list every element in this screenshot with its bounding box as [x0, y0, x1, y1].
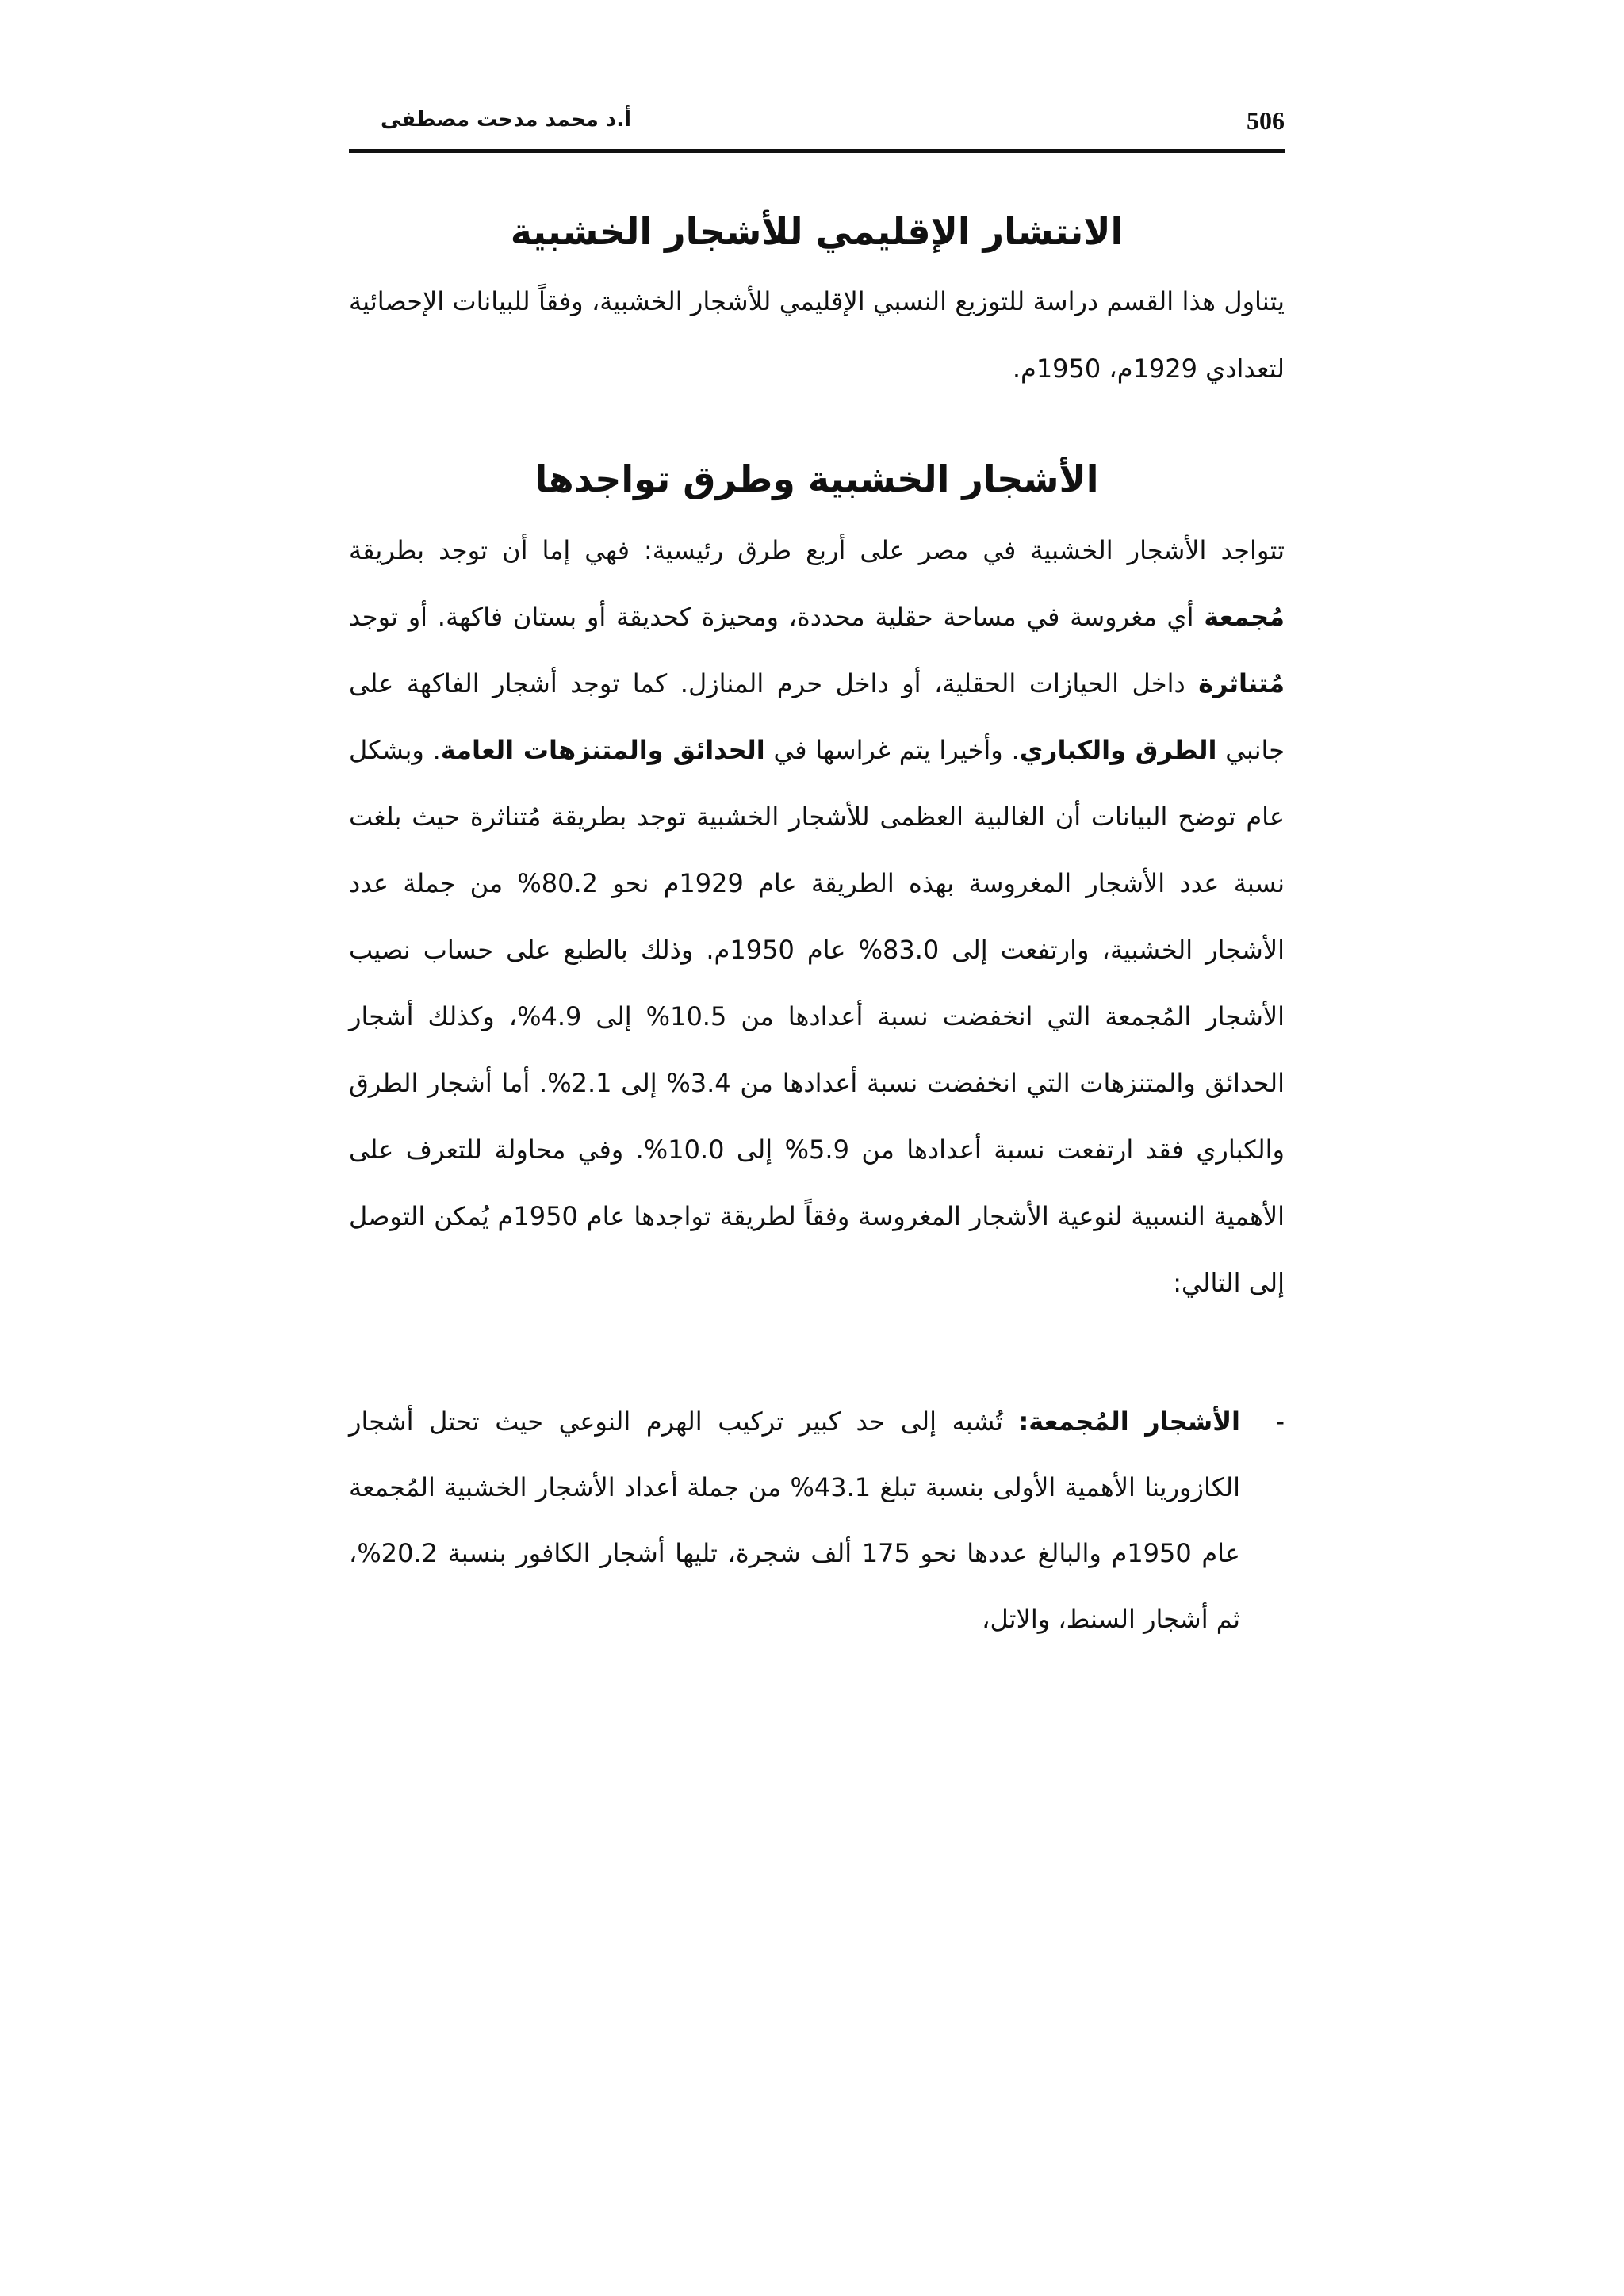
body-text-2: أي مغروسة في مساحة حقلية محددة، ومحيزة كحديقة أو بستان فاكهة. أو توجد — [349, 602, 1205, 632]
section-title-tree-locations: الأشجار الخشبية وطرق تواجدها — [534, 457, 1099, 500]
bullet-dash: - — [1275, 1406, 1285, 1437]
body-text-5: . وبشكل عام توضح البيانات أن الغالبية العظمى للأشجار الخشبية توجد بطريقة مُتناثرة حيث بلغت نسبة عدد الأشجار المغروسة بهذه الطريقة عام 1929م نحو 80.2% من جملة عدد الأشجار الخشبية، وارتفعت إلى 83.0% عام 1950م. وذلك بالطبع على حساب نصيب الأشجار المُجمعة التي انخفضت نسبة أعدادها من 10.5% إلى 4.9%، وكذلك أشجار الحدائق والمتنزهات التي انخفضت نسبة أعدادها من 3.4% إلى 2.1%. أما أشجار الطرق والكباري فقد ارتفعت نسبة أعدادها من 5.9% إلى 10.0%. وفي محاولة للتعرف على الأهمية النسبية لنوعية الأشجار المغروسة وفقاً لطريقة تواجدها عام 1950م يُمكن التوصل إلى التالي: — [349, 735, 1285, 1298]
bullet-item-clustered-trees — [349, 1389, 1285, 1652]
term-scattered: مُتناثرة — [1198, 668, 1285, 698]
running-header-author: أ.د محمد مدحت مصطفى — [381, 108, 632, 132]
body-text-4: . وأخيرا يتم غراسها في — [764, 735, 1020, 765]
term-roads-bridges: الطرق والكباري — [1019, 735, 1217, 765]
page-number: 506 — [1247, 106, 1285, 135]
page-header — [349, 101, 1285, 153]
body-text-1: تتواجد الأشجار الخشبية في مصر على أربع طرق رئيسية: فهي إما أن توجد بطريقة — [349, 535, 1285, 565]
term-clustered: مُجمعة — [1204, 602, 1285, 632]
body-paragraph — [349, 517, 1285, 1316]
bullet-text: تُشبه إلى حد كبير تركيب الهرم النوعي حيث تحتل أشجار الكازورينا الأهمية الأولى بنسبة تبلغ 43.1% من جملة أعداد الأشجار الخشبية المُجمعة عام 1950م والبالغ عددها نحو 175 ألف شجرة، تليها أشجار الكافور بنسبة 20.2%، ثم أشجار السنط، والاتل، — [349, 1406, 1241, 1634]
section-title-regional-distribution: الانتشار الإقليمي للأشجار الخشبية — [510, 210, 1124, 253]
body-text-3: داخل الحيازات الحقلية، أو داخل حرم المنازل. كما توجد أشجار الفاكهة على جانبي — [349, 668, 1285, 765]
intro-paragraph: يتناول هذا القسم دراسة للتوزيع النسبي الإقليمي للأشجار الخشبية، وفقاً للبيانات الإحصائية لتعدادي 1929م، 1950م. — [349, 286, 1285, 384]
document-page — [349, 0, 1285, 2296]
bullet-label: الأشجار المُجمعة: — [1018, 1406, 1241, 1437]
term-public-gardens: الحدائق والمتنزهات العامة — [440, 735, 765, 765]
